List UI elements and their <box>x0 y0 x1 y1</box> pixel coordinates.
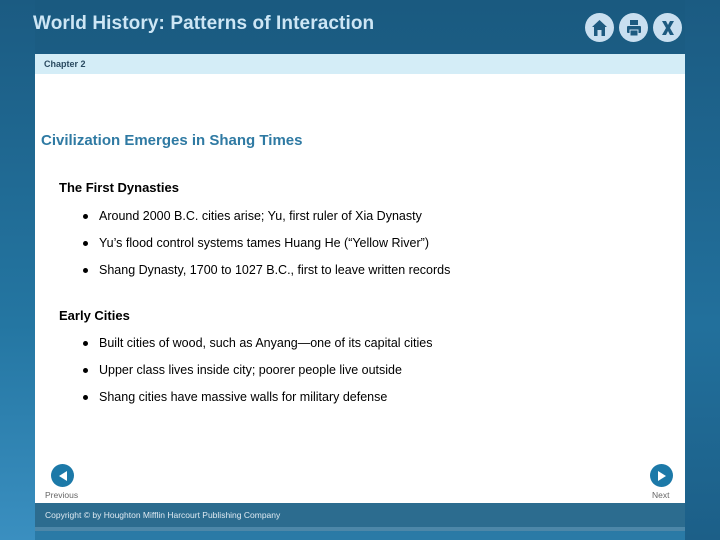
header-toolbar <box>585 13 682 42</box>
right-frame-edge <box>685 0 720 540</box>
bullet-icon <box>83 241 88 246</box>
left-frame-edge <box>0 0 35 540</box>
bullet-icon <box>83 368 88 373</box>
bullet-item: Built cities of wood, such as Anyang—one of its capital cities <box>83 336 433 350</box>
previous-label[interactable]: Previous <box>45 490 79 500</box>
bullet-icon <box>83 395 88 400</box>
arrow-left-icon <box>57 470 69 482</box>
print-button[interactable] <box>619 13 648 42</box>
arrow-right-icon <box>656 470 668 482</box>
bullet-item: Upper class lives inside city; poorer people live outside <box>83 363 402 377</box>
slide-heading: Civilization Emerges in Shang Times <box>41 132 303 149</box>
footer-bar <box>35 503 685 527</box>
bullet-item: Yu’s flood control systems tames Huang He (“Yellow River”) <box>83 236 429 250</box>
bullet-item: Shang cities have massive walls for military defense <box>83 390 387 404</box>
next-label[interactable]: Next <box>652 490 670 500</box>
slide-content <box>35 74 685 503</box>
chapter-label: Chapter 2 <box>44 59 86 69</box>
bullet-icon <box>83 341 88 346</box>
app-title: World History: Patterns of Interaction <box>33 13 375 34</box>
bullet-icon <box>83 214 88 219</box>
home-icon <box>591 19 608 37</box>
print-icon <box>625 19 643 37</box>
bullet-icon <box>83 268 88 273</box>
section-title: The First Dynasties <box>59 180 179 195</box>
section-title: Early Cities <box>59 308 130 323</box>
copyright-text: Copyright © by Houghton Mifflin Harcourt Publishing Company <box>45 510 281 520</box>
close-icon <box>660 20 676 36</box>
footer-strip <box>35 527 685 531</box>
previous-button[interactable] <box>51 464 74 487</box>
close-button[interactable] <box>653 13 682 42</box>
bullet-item: Shang Dynasty, 1700 to 1027 B.C., first to leave written records <box>83 263 450 277</box>
home-button[interactable] <box>585 13 614 42</box>
chapter-bar <box>35 54 685 74</box>
next-button[interactable] <box>650 464 673 487</box>
bullet-item: Around 2000 B.C. cities arise; Yu, first ruler of Xia Dynasty <box>83 209 422 223</box>
